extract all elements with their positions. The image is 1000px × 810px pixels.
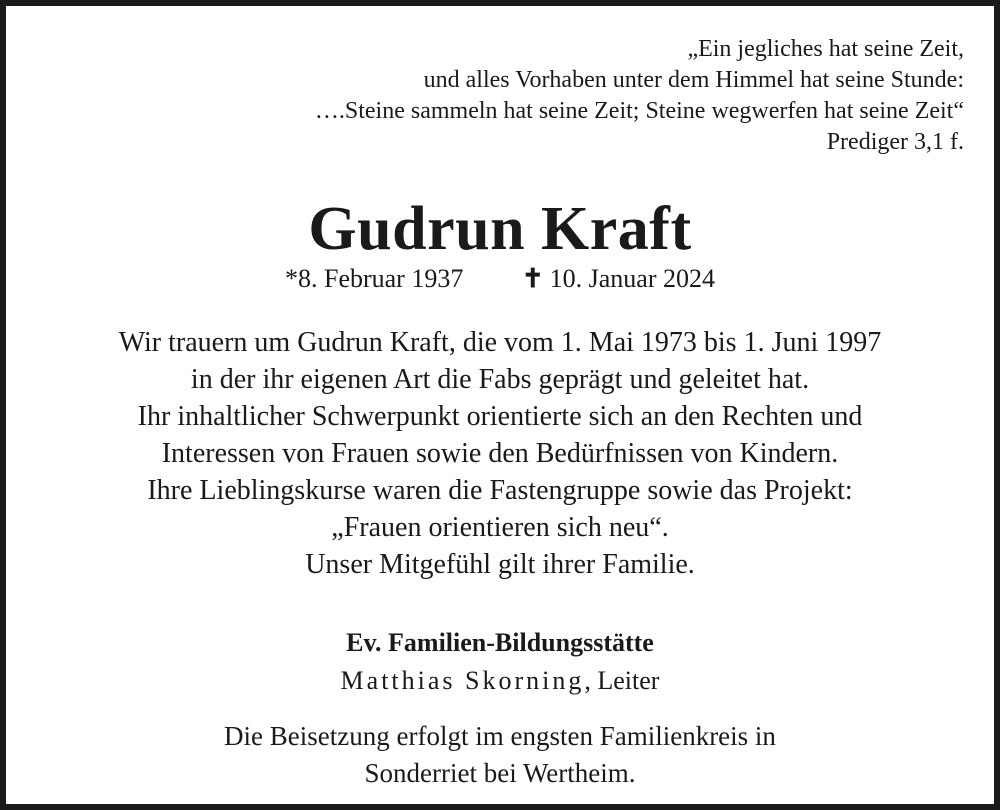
- quote-line: „Ein jegliches hat seine Zeit,: [687, 36, 964, 62]
- tribute-line: Interessen von Frauen sowie den Bedürfnissen von Kindern.: [161, 438, 839, 469]
- quote-line: und alles Vorhaben unter dem Himmel hat seine Stunde:: [423, 67, 964, 93]
- deceased-name: Gudrun Kraft: [308, 195, 692, 263]
- tribute-line: in der ihr eigenen Art die Fabs geprägt und geleitet hat.: [190, 364, 810, 395]
- tribute-line: Wir trauern um Gudrun Kraft, die vom 1. Mai 1973 bis 1. Juni 1997: [118, 327, 882, 358]
- death-date-group: [522, 264, 715, 293]
- cross-icon: ✝: [521, 264, 544, 293]
- quote-source: Prediger 3,1 f.: [826, 129, 964, 155]
- tribute-line: Unser Mitgefühl gilt ihrer Familie.: [305, 549, 695, 580]
- burial-notice: [6, 718, 994, 792]
- death-date: 10. Januar 2024: [549, 264, 715, 293]
- organization-name: Ev. Familien-Bildungsstätte: [346, 628, 654, 657]
- signer: [6, 664, 994, 698]
- burial-line: Sonderriet bei Wertheim.: [364, 758, 636, 788]
- tribute-line: „Frauen orientieren sich neu“.: [331, 512, 669, 543]
- tribute-line: Ihr inhaltlicher Schwerpunkt orientierte sich an den Rechten und: [137, 401, 863, 432]
- tribute-text: [6, 324, 994, 583]
- birth-date: *8. Februar 1937: [284, 264, 464, 293]
- signer-name: Matthias Skorning: [340, 666, 585, 695]
- quote-line: ….Steine sammeln hat seine Zeit; Steine wegwerfen hat seine Zeit“: [314, 98, 964, 124]
- tribute-line: Ihre Lieblingskurse waren die Fastengruppe sowie das Projekt:: [147, 475, 853, 506]
- life-dates: [6, 262, 994, 296]
- signer-role: , Leiter: [584, 666, 660, 695]
- burial-line: Die Beisetzung erfolgt im engsten Familienkreis in: [224, 721, 776, 751]
- bible-quote: [315, 34, 964, 158]
